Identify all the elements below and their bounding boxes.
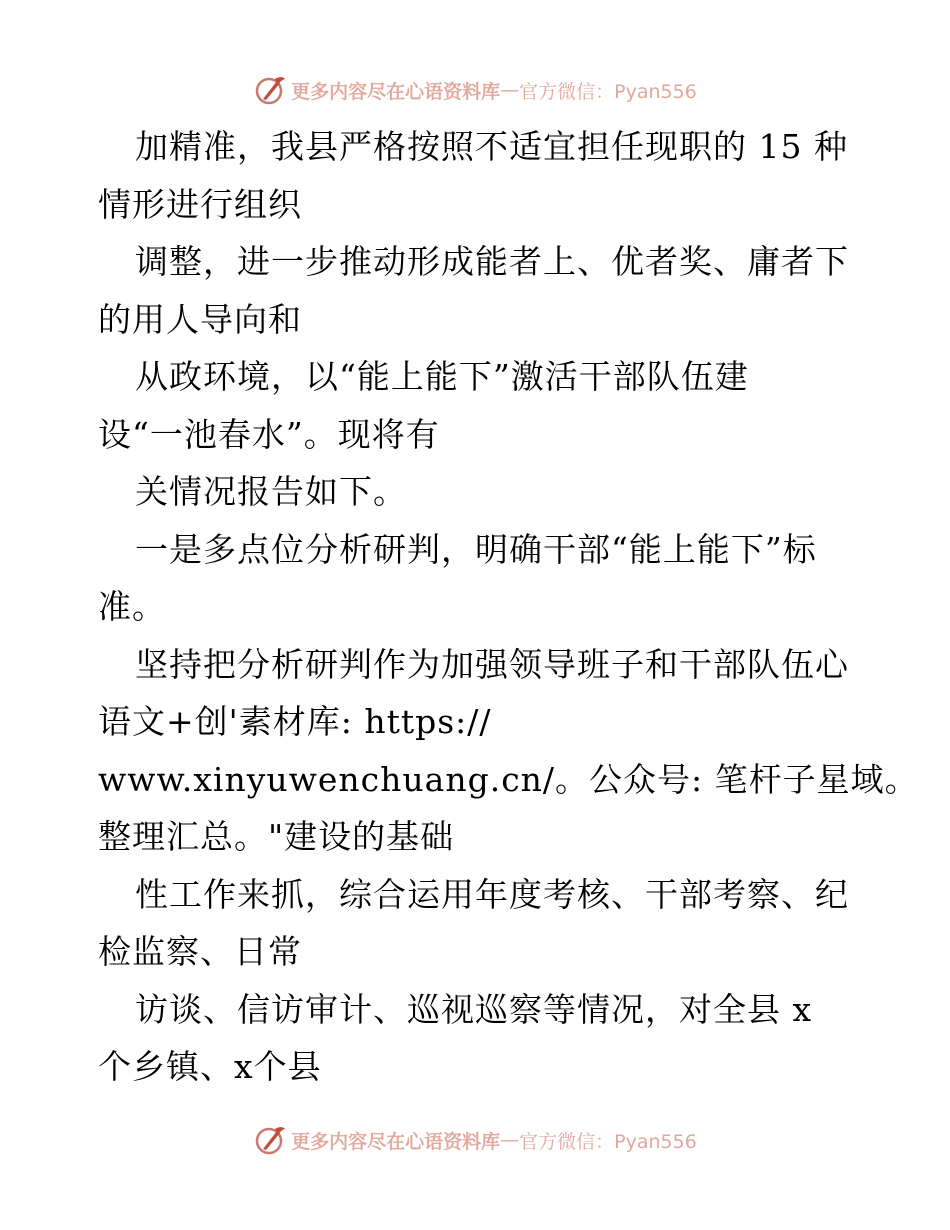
- text-line: 加精准，我县严格按照不适宜担任现职的 15 种: [135, 127, 848, 166]
- header-banner: [0, 70, 950, 110]
- quill-circle-logo-icon: [253, 73, 287, 107]
- banner-title: 更多内容尽在心语资料库: [291, 1130, 501, 1153]
- banner-contact: 官方微信：Pyan556: [519, 1130, 697, 1153]
- banner-contact: 官方微信：Pyan556: [519, 80, 697, 103]
- text-line: 个乡镇、x个县: [98, 1047, 322, 1086]
- text-line: 设“一池春水”。现将有: [98, 414, 440, 454]
- text-line: 情形进行组织: [98, 184, 302, 224]
- text-line: 调整，进一步推动形成能者上、优者奖、庸者下: [135, 242, 849, 281]
- text-line: 的用人导向和: [98, 299, 302, 339]
- banner-separator: —: [500, 79, 520, 101]
- text-line: 访谈、信访审计、巡视巡察等情况，对全县 x: [135, 989, 813, 1029]
- banner-separator: —: [500, 1129, 520, 1151]
- document-body: [98, 118, 919, 1096]
- footer-banner: [0, 1120, 950, 1160]
- text-line: 整理汇总。"建设的基础: [98, 817, 455, 856]
- quill-circle-logo-icon: [253, 1123, 287, 1157]
- text-line: 从政环境，以“能上能下”激活干部队伍建: [135, 357, 749, 396]
- text-line: 检监察、日常: [98, 932, 302, 971]
- text-line: 语文+创'素材库: https://: [98, 702, 492, 741]
- text-line: 关情况报告如下。: [135, 472, 407, 511]
- text-line: www.xinyuwenchuang.cn/。公众号: 笔杆子星域。: [98, 759, 919, 799]
- text-line: 准。: [98, 587, 166, 626]
- text-line: 性工作来抓，综合运用年度考核、干部考察、纪: [135, 874, 849, 914]
- text-line: 一是多点位分析研判，明确干部“能上能下”标: [135, 529, 817, 569]
- text-line: 坚持把分析研判作为加强领导班子和干部队伍心: [135, 644, 849, 684]
- banner-title: 更多内容尽在心语资料库: [291, 80, 501, 103]
